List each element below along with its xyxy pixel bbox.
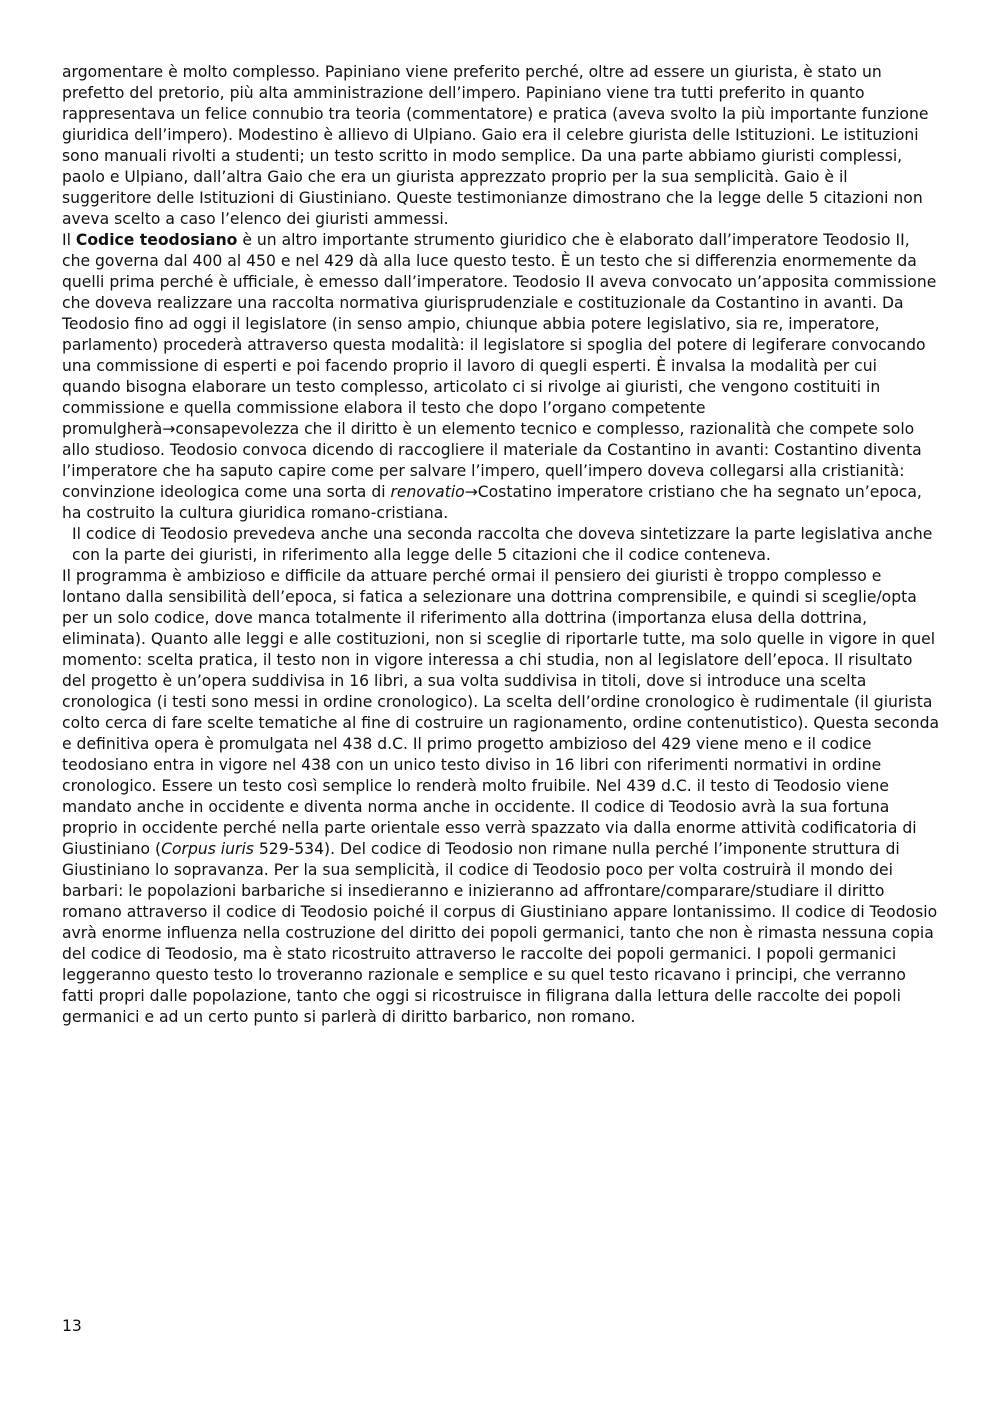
- arrow-icon: →: [464, 483, 478, 501]
- text-segment: consapevolezza che il diritto è un elemento tecnico e complesso, razionalità che compete solo allo studioso. Teodosio convoca dicendo di raccogliere il materiale da Costantino in avanti: Costantino diventa l’imperatore che ha saputo capire come per salvare l’impero, quell’impero doveva collegarsi alla cristianità: convinzione ideologica come una sorta di: [62, 420, 922, 501]
- bold-term-codice-teodosiano: Codice teodosiano: [75, 231, 238, 249]
- text-segment: 529-534). Del codice di Teodosio non rimane nulla perché l’imponente struttura di Giustiniano lo sopravanza. Per la sua semplicità, il codice di Teodosio poco per volta costruirà il mondo dei barbari: le popolazioni barbariche si insedieranno e inizieranno ad affrontare/comparare/studiare il diritto romano attraverso il codice di Teodosio poiché il corpus di Giustiniano appare lontanissimo. Il codice di Teodosio avrà enorme influenza nella costruzione del diritto dei popoli germanici, tanto che non è rimasta nessuna copia del codice di Teodosio, ma è stato ricostruito attraverso le raccolte dei popoli germanici. I popoli germanici leggeranno questo testo lo troveranno razionale e semplice e su quel testo ricavano i principi, che verranno fatti propri dalle popolazione, tanto che oggi si ricostruisce in filigrana dalla lettura delle raccolte dei popoli germanici e ad un certo punto si parlerà di diritto barbarico, non romano.: [62, 840, 938, 1026]
- paragraph-seconda-raccolta: Il codice di Teodosio prevedeva anche una seconda raccolta che doveva sintetizzare la parte legislativa anche con la parte dei giuristi, in riferimento alla legge delle 5 citazioni che il codice conteneva.: [72, 525, 933, 564]
- italic-term-renovatio: renovatio: [390, 483, 465, 501]
- text-segment: Il programma è ambizioso e difficile da attuare perché ormai il pensiero dei giuristi è troppo complesso e lontano dalla sensibilità dell’epoca, si fatica a selezionare una dottrina comprensibile, e quindi si sceglie/opta per un solo codice, dove manca totalmente il riferimento alla dottrina (importanza elusa della dottrina, eliminata). Quanto alle leggi e alle costituzioni, non si sceglie di riportarle tutte, ma solo quelle in vigore in quel momento: scelta pratica, il testo non in vigore interessa a chi studia, non al legislatore dell’epoca. Il risultato del progetto è un’opera suddivisa in 16 libri, a sua volta suddivisa in titoli, dove si introduce una scelta cronologica (i testi sono messi in ordine cronologico). La scelta dell’ordine cronologico è rudimentale (il giurista colto cerca di fare scelte tematiche al fine di costruire un ragionamento, ordine contenutistico). Questa seconda e definitiva opera è promulgata nel 438 d.C. Il primo progetto ambizioso del 429 viene meno e il codice teodosiano entra in vigore nel 438 con un unico testo diviso in 16 libri con riferimenti normativi in ordine cronologico. Essere un testo così semplice lo renderà molto fruibile. Nel 439 d.C. il testo di Teodosio viene mandato anche in occidente e diventa norma anche in occidente. Il codice di Teodosio avrà la sua fortuna proprio in occidente perché nella parte orientale esso verrà spazzato via dalla enorme attività codificatoria di Giustiniano (: [62, 567, 940, 858]
- text-segment: Costatino imperatore cristiano che ha segnato un’epoca, ha costruito la cultura giuridica romano-cristiana.: [62, 483, 922, 522]
- paragraph-papiniano: argomentare è molto complesso. Papiniano viene preferito perché, oltre ad essere un giurista, è stato un prefetto del pretorio, più alta amministrazione dell’impero. Papiniano viene tra tutti preferito in quanto rappresentava un felice connubio tra teoria (commentatore) e pratica (aveva svolto la più importante funzione giuridica dell’impero). Modestino è allievo di Ulpiano. Gaio era il celebre giurista delle Istituzioni. Le istituzioni sono manuali rivolti a studenti; un testo scritto in modo semplice. Da una parte abbiamo giuristi complessi, paolo e Ulpiano, dall’altra Gaio che era un giurista apprezzato proprio per la sua semplicità. Gaio è il suggeritore delle Istituzioni di Giustiniano. Queste testimonianze dimostrano che la legge delle 5 citazioni non aveva scelto a caso l’elenco dei giuristi ammessi.: [62, 63, 929, 228]
- arrow-icon: →: [162, 420, 176, 438]
- page-body: [62, 62, 940, 1028]
- text-segment: Il: [62, 231, 76, 249]
- page-number: 13: [62, 1317, 82, 1335]
- text-segment: è un altro importante strumento giuridico che è elaborato dall’imperatore Teodosio II, che governa dal 400 al 450 e nel 429 dà alla luce questo testo. È un testo che si differenzia enormemente da quelli prima perché è ufficiale, è emesso dall’imperatore. Teodosio II aveva convocato un’apposita commissione che doveva realizzare una raccolta normativa giurisprudenziale e costituzionale da Costantino in avanti. Da Teodosio fino ad oggi il legislatore (in senso ampio, chiunque abbia potere legislativo, sia re, imperatore, parlamento) procederà attraverso questa modalità: il legislatore si spoglia del potere di legiferare convocando una commissione di esperti e poi facendo proprio il lavoro di quegli esperti. È invalsa la modalità per cui quando bisogna elaborare un testo complesso, articolato ci si rivolge ai giuristi, che vengono costituiti in commissione e quella commissione elabora il testo che dopo l’organo competente promulgherà: [62, 231, 937, 438]
- italic-term-corpus-iuris: Corpus iuris: [161, 840, 254, 858]
- paragraph-programma: [62, 566, 940, 1028]
- paragraph-codice-teodosiano: [62, 230, 940, 524]
